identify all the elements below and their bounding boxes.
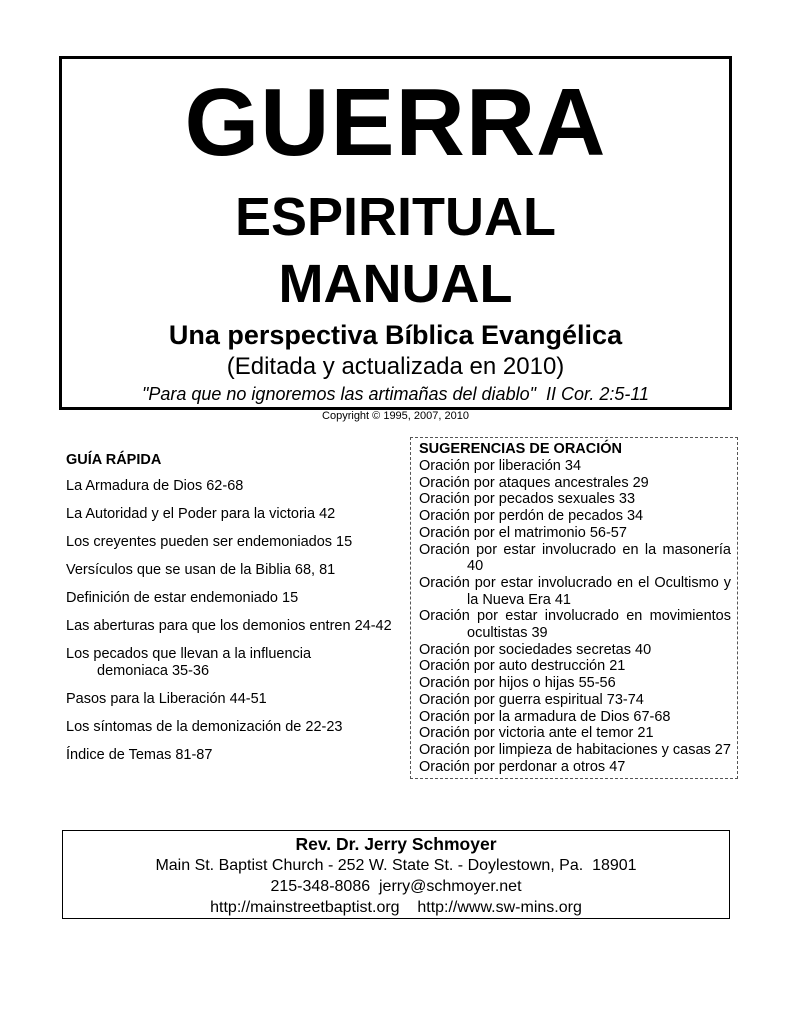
prayer-suggestions-heading: SUGERENCIAS DE ORACIÓN [419,441,623,457]
list-item: Oración por guerra espiritual 73-74 [419,691,644,708]
list-item: Oración por liberación 34 [419,458,582,474]
edition-note: (Editada y actualizada en 2010) [226,353,565,380]
list-item: Oración por sociedades secretas 40 [419,641,652,658]
list-item: Oración por estar involucrado en la masonería 40 [419,541,731,575]
list-item: Índice de Temas 81-87 [66,747,213,763]
subtitle: Una perspectiva Bíblica Evangélica [168,320,623,350]
copyright: Copyright © 1995, 2007, 2010 [322,410,469,422]
prayer-suggestions-box [410,437,738,779]
list-item: Oración por la armadura de Dios 67-68 [419,708,671,725]
quick-guide-heading: GUÍA RÁPIDA [66,452,162,468]
address: Main St. Baptist Church - 252 W. State St. - Doylestown, Pa. 18901 [155,857,637,874]
list-item: Oración por ataques ancestrales 29 [419,474,649,491]
list-item: Oración por perdón de pecados 34 [419,508,644,525]
list-item: Oración por perdonar a otros 47 [419,758,626,775]
list-item: Oración por limpieza de habitaciones y casas 27 [419,741,731,758]
list-item: Oración por hijos o hijas 55-56 [419,675,616,692]
list-item: La Autoridad y el Poder para la victoria 42 [66,506,336,522]
list-item: Oración por victoria ante el temor 21 [419,725,654,742]
title-line2: ESPIRITUAL [234,187,557,247]
list-item: Definición de estar endemoniado 15 [66,590,299,606]
quick-guide [66,452,392,775]
author-name: Rev. Dr. Jerry Schmoyer [295,834,497,854]
websites: http://mainstreetbaptist.org http://www.sw-mins.org [210,899,582,916]
list-item: Los creyentes pueden ser endemoniados 15 [66,534,353,550]
list-item: Oración por el matrimonio 56-57 [419,524,627,541]
phone-email: 215-348-8086 jerry@schmoyer.net [270,878,522,895]
list-item: Pasos para la Liberación 44-51 [66,691,267,707]
list-item: Versículos que se usan de la Biblia 68, 81 [66,562,336,578]
list-item: La Armadura de Dios 62-68 [66,478,244,494]
contact-box [62,830,730,919]
list-item: Las aberturas para que los demonios entren 24-42 [66,618,392,634]
list-item: Los pecados que llevan a la influencia demoniaca 35-36 [66,646,312,679]
list-item: Oración por auto destrucción 21 [419,658,626,675]
list-item: Oración por pecados sexuales 33 [419,491,636,508]
list-item: Oración por estar involucrado en movimientos ocultistas 39 [419,608,731,642]
bible-quote: "Para que no ignoremos las artimañas del diablo" II Cor. 2:5-11 [141,384,650,404]
title-main: GUERRA [184,69,607,176]
title-line3: MANUAL [278,254,513,314]
list-item: Oración por estar involucrado en el Ocultismo y la Nueva Era 41 [419,574,731,608]
list-item: Los síntomas de la demonización de 22-23 [66,719,343,735]
title-box [59,56,732,410]
